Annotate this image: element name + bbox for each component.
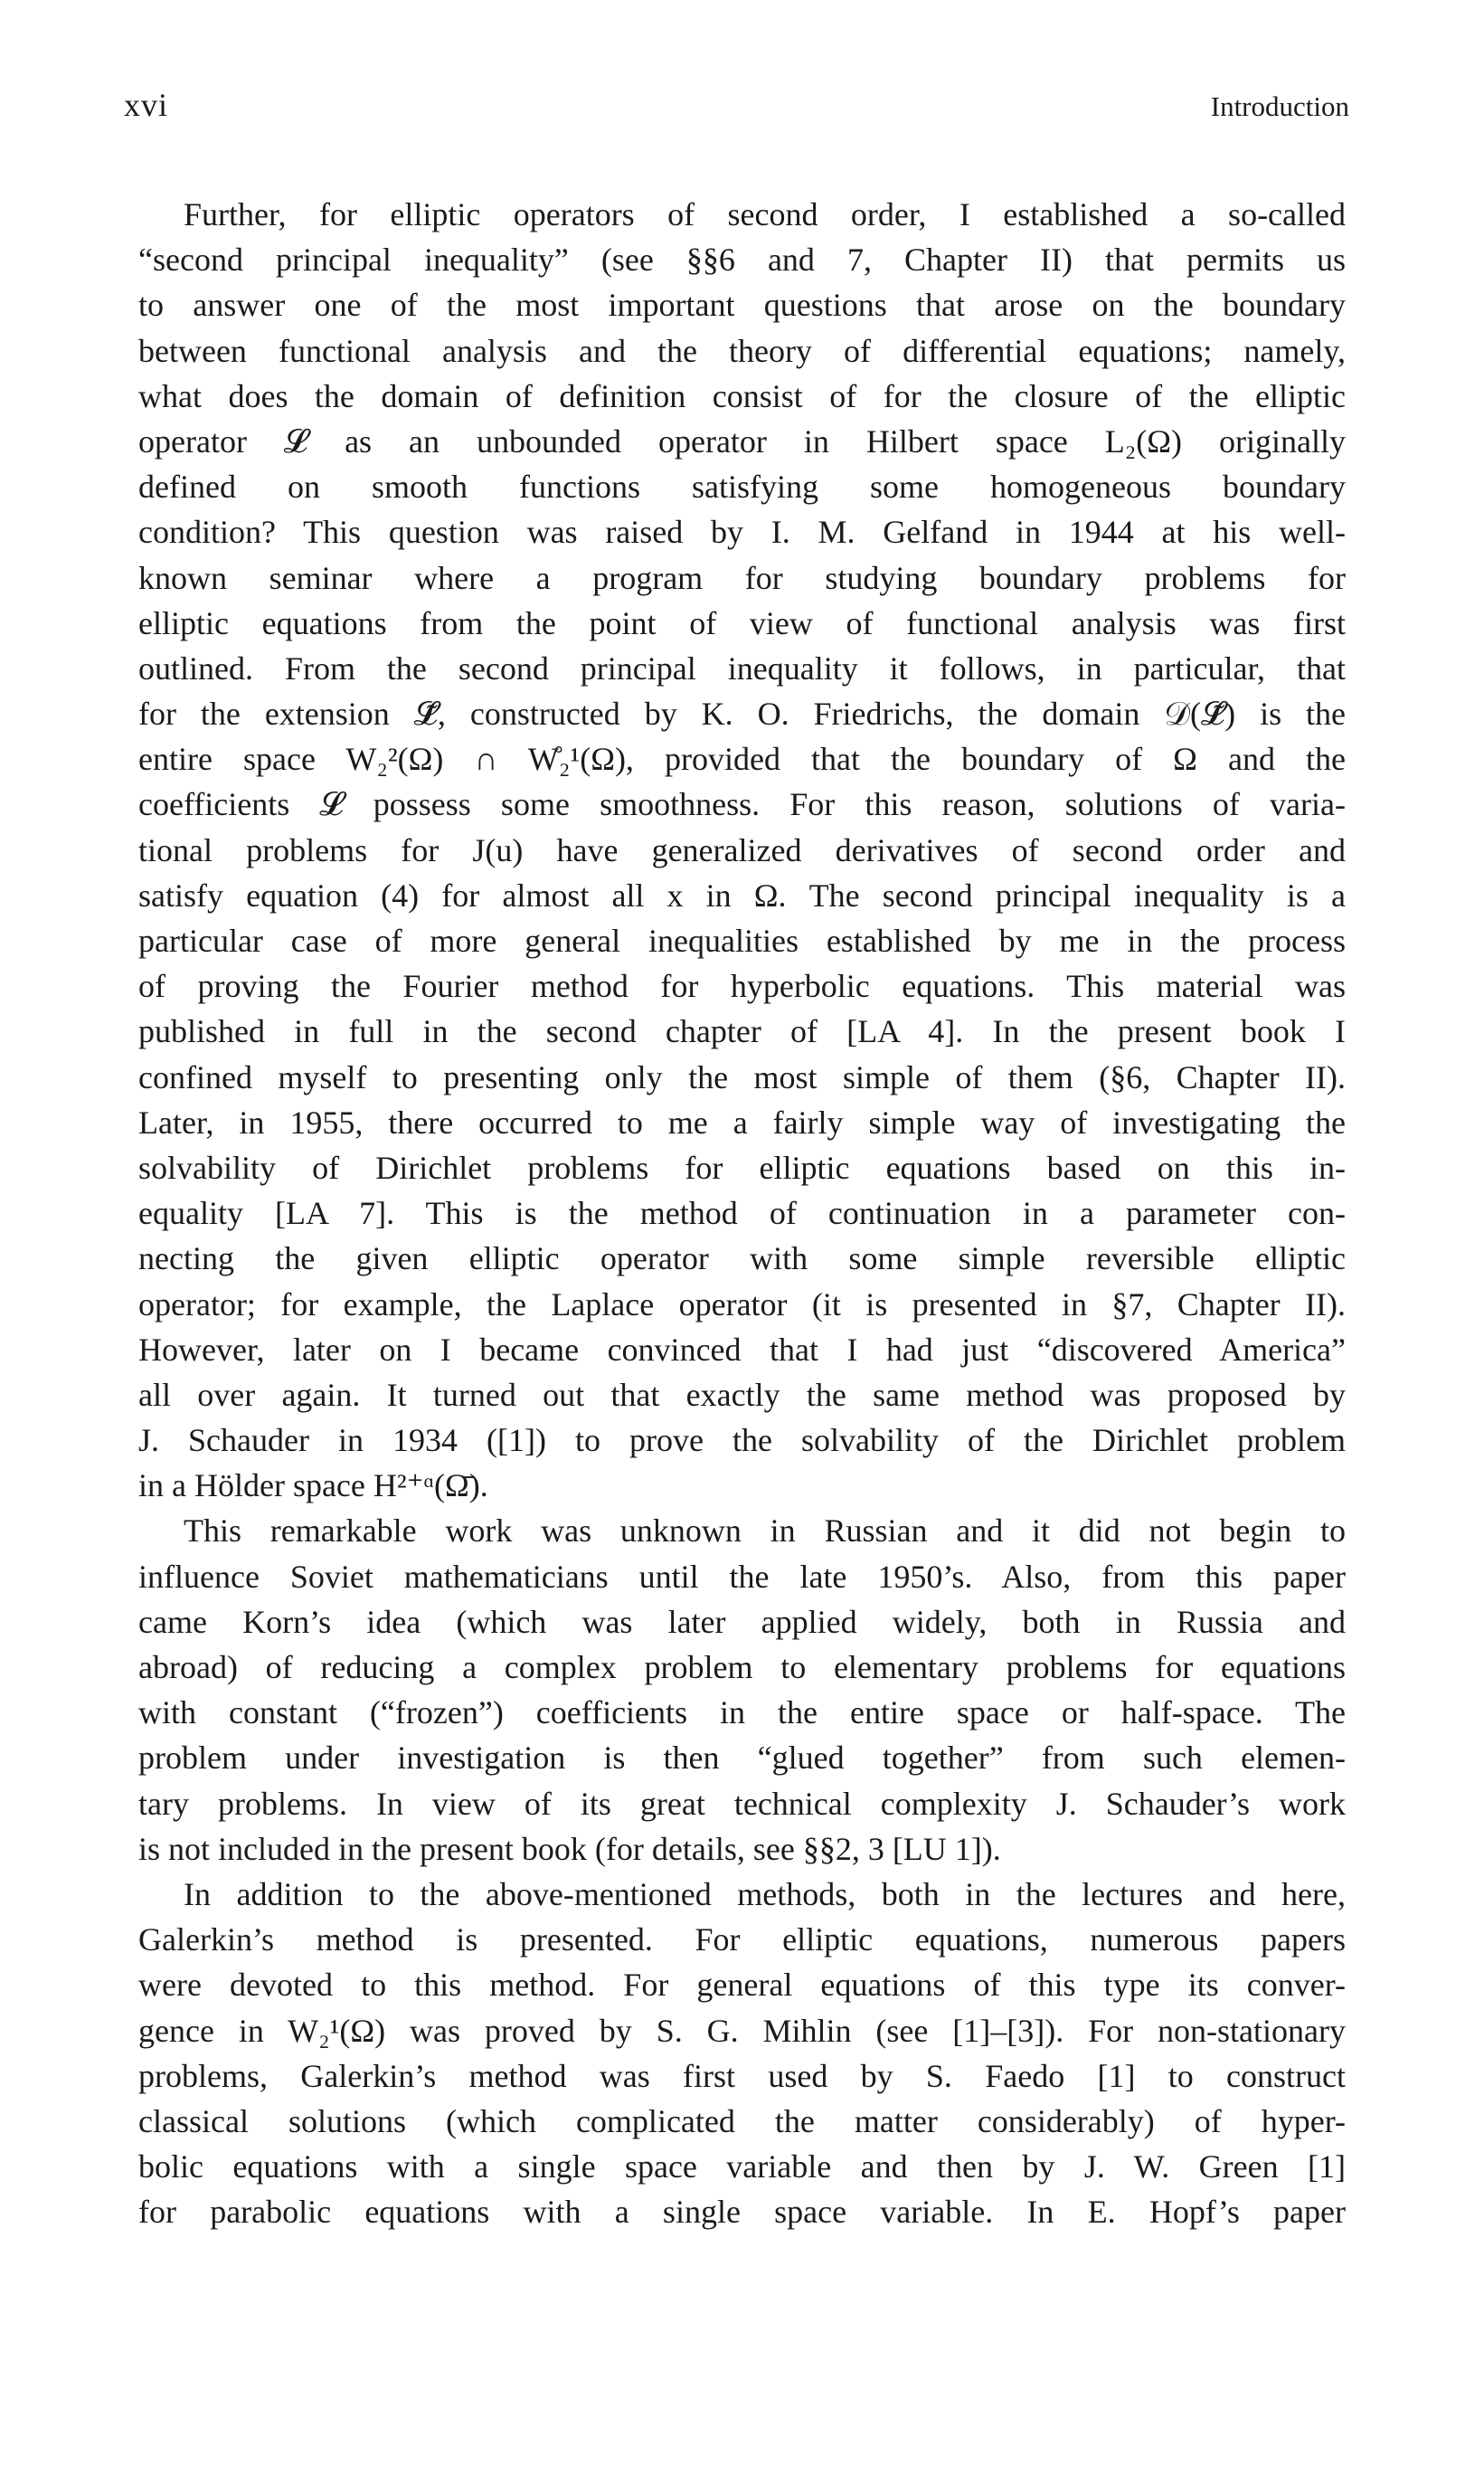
text-line: were devoted to this method. For general equations of this type its conver- [138,1967,1346,2004]
text-line: satisfy equation (4) for almost all x in Ω. The second principal inequality is a [138,877,1346,914]
section-title: Introduction [1210,90,1349,122]
text-line: to answer one of the most important questions that arose on the boundary [138,287,1346,324]
text-line: in a Hölder space H²⁺ᵅ(Ω̄). [138,1467,488,1504]
text-line: confined myself to presenting only the most simple of them (§6, Chapter II). [138,1058,1346,1095]
text-line: This remarkable work was unknown in Russian and it did not begin to [184,1512,1346,1550]
text-line: problems, Galerkin’s method was first used by S. Faedo [1] to construct [138,2057,1346,2094]
text-line: abroad) of reducing a complex problem to elementary problems for equations [138,1649,1346,1685]
text-line: In addition to the above-mentioned methods, both in the lectures and here, [184,1875,1346,1912]
body-text [138,192,1346,2234]
text-line: for parabolic equations with a single space variable. In E. Hopf’s paper [138,2194,1346,2231]
text-line: condition? This question was raised by I. M. Gelfand in 1944 at his well- [138,514,1346,551]
text-line: problem under investigation is then “glued together” from such elemen- [138,1740,1346,1777]
text-line: J. Schauder in 1934 ([1]) to prove the solvability of the Dirichlet problem [138,1422,1346,1459]
text-line: operator; for example, the Laplace operator (it is presented in §7, Chapter II). [138,1285,1346,1323]
text-line: defined on smooth functions satisfying some homogeneous boundary [138,469,1346,506]
paragraph [138,1872,1346,2235]
text-line: Later, in 1955, there occurred to me a fairly simple way of investigating the [138,1104,1346,1141]
page-number: xvi [124,87,169,123]
text-line: necting the given elliptic operator with some simple reversible elliptic [138,1240,1346,1277]
text-line: what does the domain of definition consist of for the closure of the elliptic [138,377,1346,414]
text-line: influence Soviet mathematicians until the late 1950’s. Also, from this paper [138,1558,1346,1595]
text-line: outlined. From the second principal inequality it follows, in particular, that [138,649,1346,687]
text-line: with constant (“frozen”) coefficients in the entire space or half-space. The [138,1694,1346,1731]
text-line: “second principal inequality” (see §§6 and 7, Chapter II) that permits us [138,242,1346,279]
text-line: Galerkin’s method is presented. For elliptic equations, numerous papers [138,1921,1346,1958]
running-head [124,87,1349,127]
text-line: all over again. It turned out that exactly the same method was proposed by [138,1376,1346,1413]
text-line: operator 𝓛 as an unbounded operator in Hilbert space L₂(Ω) originally [138,422,1346,460]
text-line: tional problems for J(u) have generalized derivatives of second order and [138,831,1346,868]
text-line: solvability of Dirichlet problems for elliptic equations based on this in- [138,1149,1346,1186]
text-line: came Korn’s idea (which was later applied widely, both in Russia and [138,1603,1346,1640]
paragraph [138,1508,1346,1872]
text-line: Further, for elliptic operators of second order, I established a so-called [184,196,1346,232]
text-line: entire space W₂²(Ω) ∩ W̊₂¹(Ω), provided that the boundary of Ω and the [138,741,1346,778]
text-line: classical solutions (which complicated the matter considerably) of hyper- [138,2102,1346,2139]
text-line: However, later on I became convinced that I had just “discovered America” [138,1331,1346,1368]
text-line: known seminar where a program for studying boundary problems for [138,559,1346,596]
text-line: between functional analysis and the theory of differential equations; namely, [138,332,1346,369]
text-line: tary problems. In view of its great technical complexity J. Schauder’s work [138,1785,1346,1822]
text-line: coefficients 𝓛 possess some smoothness. For this reason, solutions of varia- [138,786,1346,823]
text-line: published in full in the second chapter of [LA 4]. In the present book I [138,1013,1346,1050]
text-line: equality [LA 7]. This is the method of continuation in a parameter con- [138,1195,1346,1232]
text-line: bolic equations with a single space variable and then by J. W. Green [1] [138,2148,1346,2185]
text-line: for the extension 𝓛̃, constructed by K. O. Friedrichs, the domain 𝒟(𝓛̃) is the [138,696,1346,733]
text-line: elliptic equations from the point of view of functional analysis was first [138,604,1346,641]
text-line: gence in W₂¹(Ω) was proved by S. G. Mihlin (see [1]–[3]). For non-stationary [138,2012,1346,2049]
paragraph [138,192,1346,1508]
text-line: of proving the Fourier method for hyperbolic equations. This material was [138,968,1346,1005]
text-line: is not included in the present book (for details, see §§2, 3 [LU 1]). [138,1830,1001,1867]
text-line: particular case of more general inequalities established by me in the process [138,923,1346,959]
